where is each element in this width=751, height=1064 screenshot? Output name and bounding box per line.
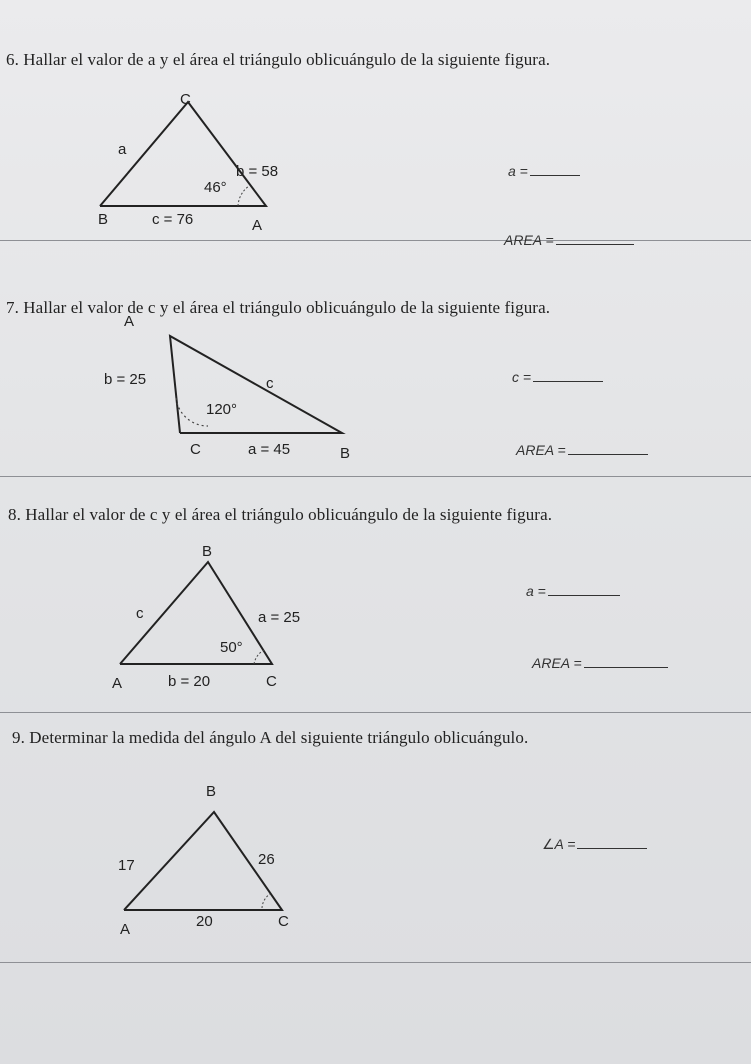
vertex-label: B (98, 211, 109, 228)
vertex-label: A (112, 675, 123, 692)
angle-label: 46° (204, 179, 227, 196)
divider (0, 240, 751, 241)
answer-area[interactable]: AREA = (532, 655, 668, 671)
answer-area[interactable]: AREA = (516, 442, 648, 458)
problem-6-title: 6. Hallar el valor de a y el área el triángulo oblicuángulo de la siguiente figura. (6, 50, 551, 69)
vertex-label: A (120, 921, 131, 938)
side-label: b = 20 (168, 673, 211, 690)
vertex-label: C (278, 913, 289, 930)
answer-area[interactable]: AREA = (504, 232, 634, 248)
vertex-label: C (190, 441, 201, 458)
side-label: 26 (258, 851, 275, 868)
side-label: b = 25 (104, 371, 147, 388)
answer-a[interactable]: a = (526, 583, 620, 599)
side-label: b = 58 (236, 163, 279, 180)
angle-label: 120° (206, 401, 238, 418)
problem-8-title: 8. Hallar el valor de c y el área el triángulo oblicuángulo de la siguiente figura. (8, 505, 553, 524)
triangle-figure-6 (88, 88, 388, 238)
side-label: c (136, 605, 144, 622)
divider (0, 712, 751, 713)
vertex-label: B (206, 783, 217, 800)
side-label: a = 45 (248, 441, 291, 458)
vertex-label: C (266, 673, 277, 690)
side-label: c (266, 375, 274, 392)
vertex-label: B (340, 445, 351, 458)
side-label: 20 (196, 913, 213, 930)
side-label: c = 76 (152, 211, 194, 228)
problem-9-title: 9. Determinar la medida del ángulo A del siguiente triángulo oblicuángulo. (12, 728, 529, 747)
triangle-figure-7 (90, 308, 390, 458)
vertex-label: A (252, 217, 263, 234)
vertex-label: C (180, 91, 191, 108)
answer-c[interactable]: c = (512, 369, 603, 385)
triangle-figure-9 (108, 776, 328, 946)
divider (0, 476, 751, 477)
angle-label: 50° (220, 639, 243, 656)
vertex-label: A (124, 313, 135, 330)
triangle-figure-8 (104, 540, 404, 700)
vertex-label: B (202, 543, 213, 560)
side-label: a (118, 141, 127, 158)
problem-7-title: 7. Hallar el valor de c y el área el triángulo oblicuángulo de la siguiente figura. (6, 298, 551, 317)
side-label: 17 (118, 857, 135, 874)
answer-angle-a[interactable]: ∠A = (542, 836, 647, 853)
answer-a[interactable]: a = (508, 163, 580, 179)
side-label: a = 25 (258, 609, 301, 626)
divider (0, 962, 751, 963)
